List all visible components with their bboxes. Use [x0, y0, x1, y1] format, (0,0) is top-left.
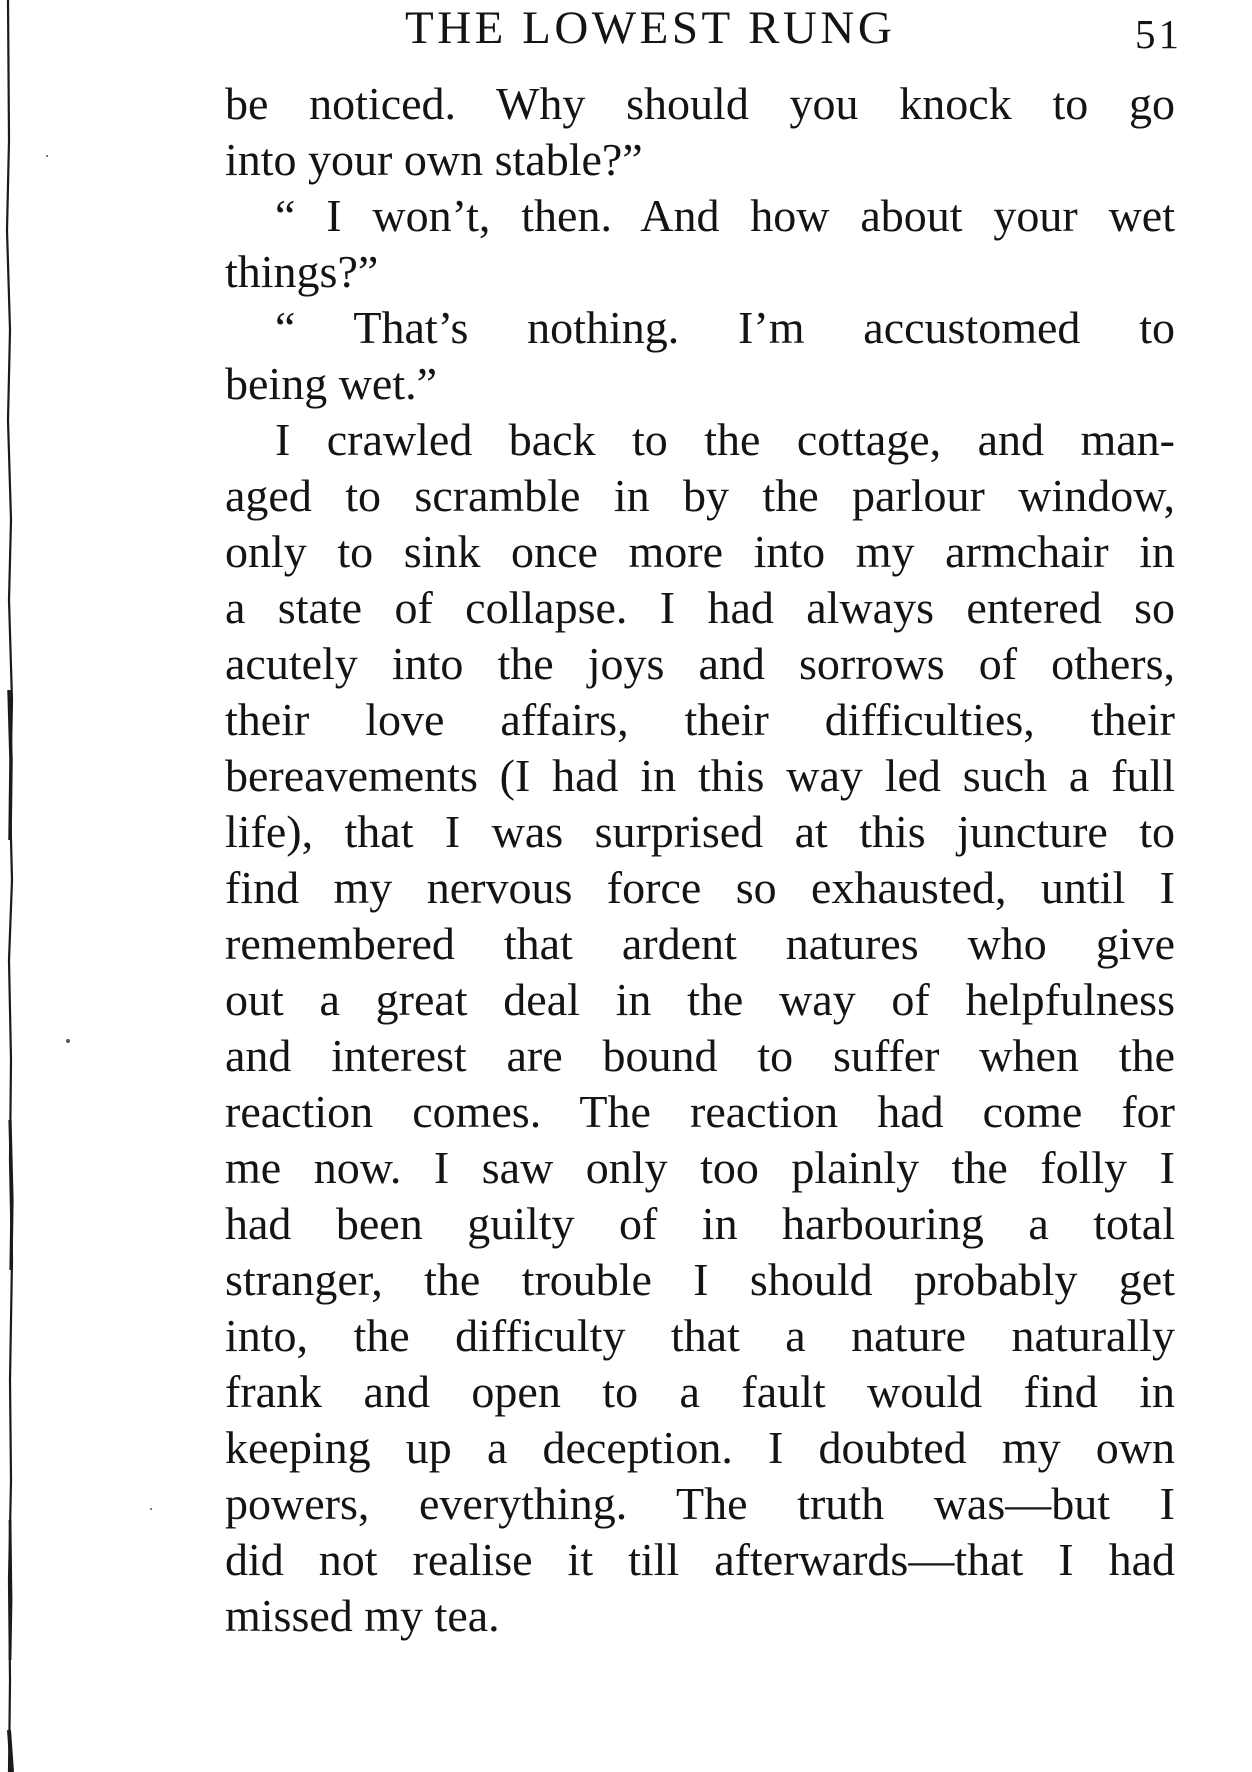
- text-line: frank and open to a fault would find in: [225, 1366, 1175, 1417]
- text-line: their love affairs, their difficulties, their: [225, 694, 1175, 745]
- running-head: [225, 0, 1182, 56]
- text-line: keeping up a deception. I doubted my own: [225, 1422, 1175, 1473]
- page-number: 51: [1135, 11, 1182, 57]
- text-line: I crawled back to the cottage, and man-: [275, 414, 1175, 465]
- text-line: bereavements (I had in this way led such a full: [225, 750, 1175, 801]
- text-line: being wet.”: [225, 358, 438, 409]
- text-line: find my nervous force so exhausted, until I: [225, 862, 1175, 913]
- text-line: missed my tea.: [225, 1590, 500, 1641]
- text-line: be noticed. Why should you knock to go: [225, 78, 1175, 129]
- text-line: only to sink once more into my armchair in: [225, 526, 1175, 577]
- text-line: “ That’s nothing. I’m accustomed to: [275, 302, 1175, 353]
- running-head-title: THE LOWEST RUNG: [405, 2, 896, 54]
- text-line: me now. I saw only too plainly the folly I: [225, 1142, 1175, 1193]
- text-line: did not realise it till afterwards—that I had: [225, 1534, 1175, 1585]
- text-line: stranger, the trouble I should probably get: [225, 1254, 1175, 1305]
- text-line: acutely into the joys and sorrows of others,: [225, 638, 1175, 689]
- body-text: [225, 76, 1175, 1644]
- text-line: and interest are bound to suffer when the: [225, 1030, 1175, 1081]
- text-line: things?”: [225, 246, 379, 297]
- text-line: reaction comes. The reaction had come for: [225, 1086, 1175, 1137]
- binding-edge-shadow: [0, 0, 28, 1772]
- text-line: remembered that ardent natures who give: [225, 918, 1175, 969]
- text-line: powers, everything. The truth was—but I: [225, 1478, 1175, 1529]
- text-line: life), that I was surprised at this juncture to: [225, 806, 1175, 857]
- binding-edge: [0, 0, 28, 1772]
- text-line: aged to scramble in by the parlour window,: [225, 470, 1175, 521]
- text-line: out a great deal in the way of helpfulness: [225, 974, 1175, 1025]
- text-line: into, the difficulty that a nature naturally: [225, 1310, 1175, 1361]
- text-line: had been guilty of in harbouring a total: [225, 1198, 1175, 1249]
- text-line: “ I won’t, then. And how about your wet: [275, 190, 1175, 241]
- text-line: a state of collapse. I had always entered so: [225, 582, 1175, 633]
- text-line: into your own stable?”: [225, 134, 643, 185]
